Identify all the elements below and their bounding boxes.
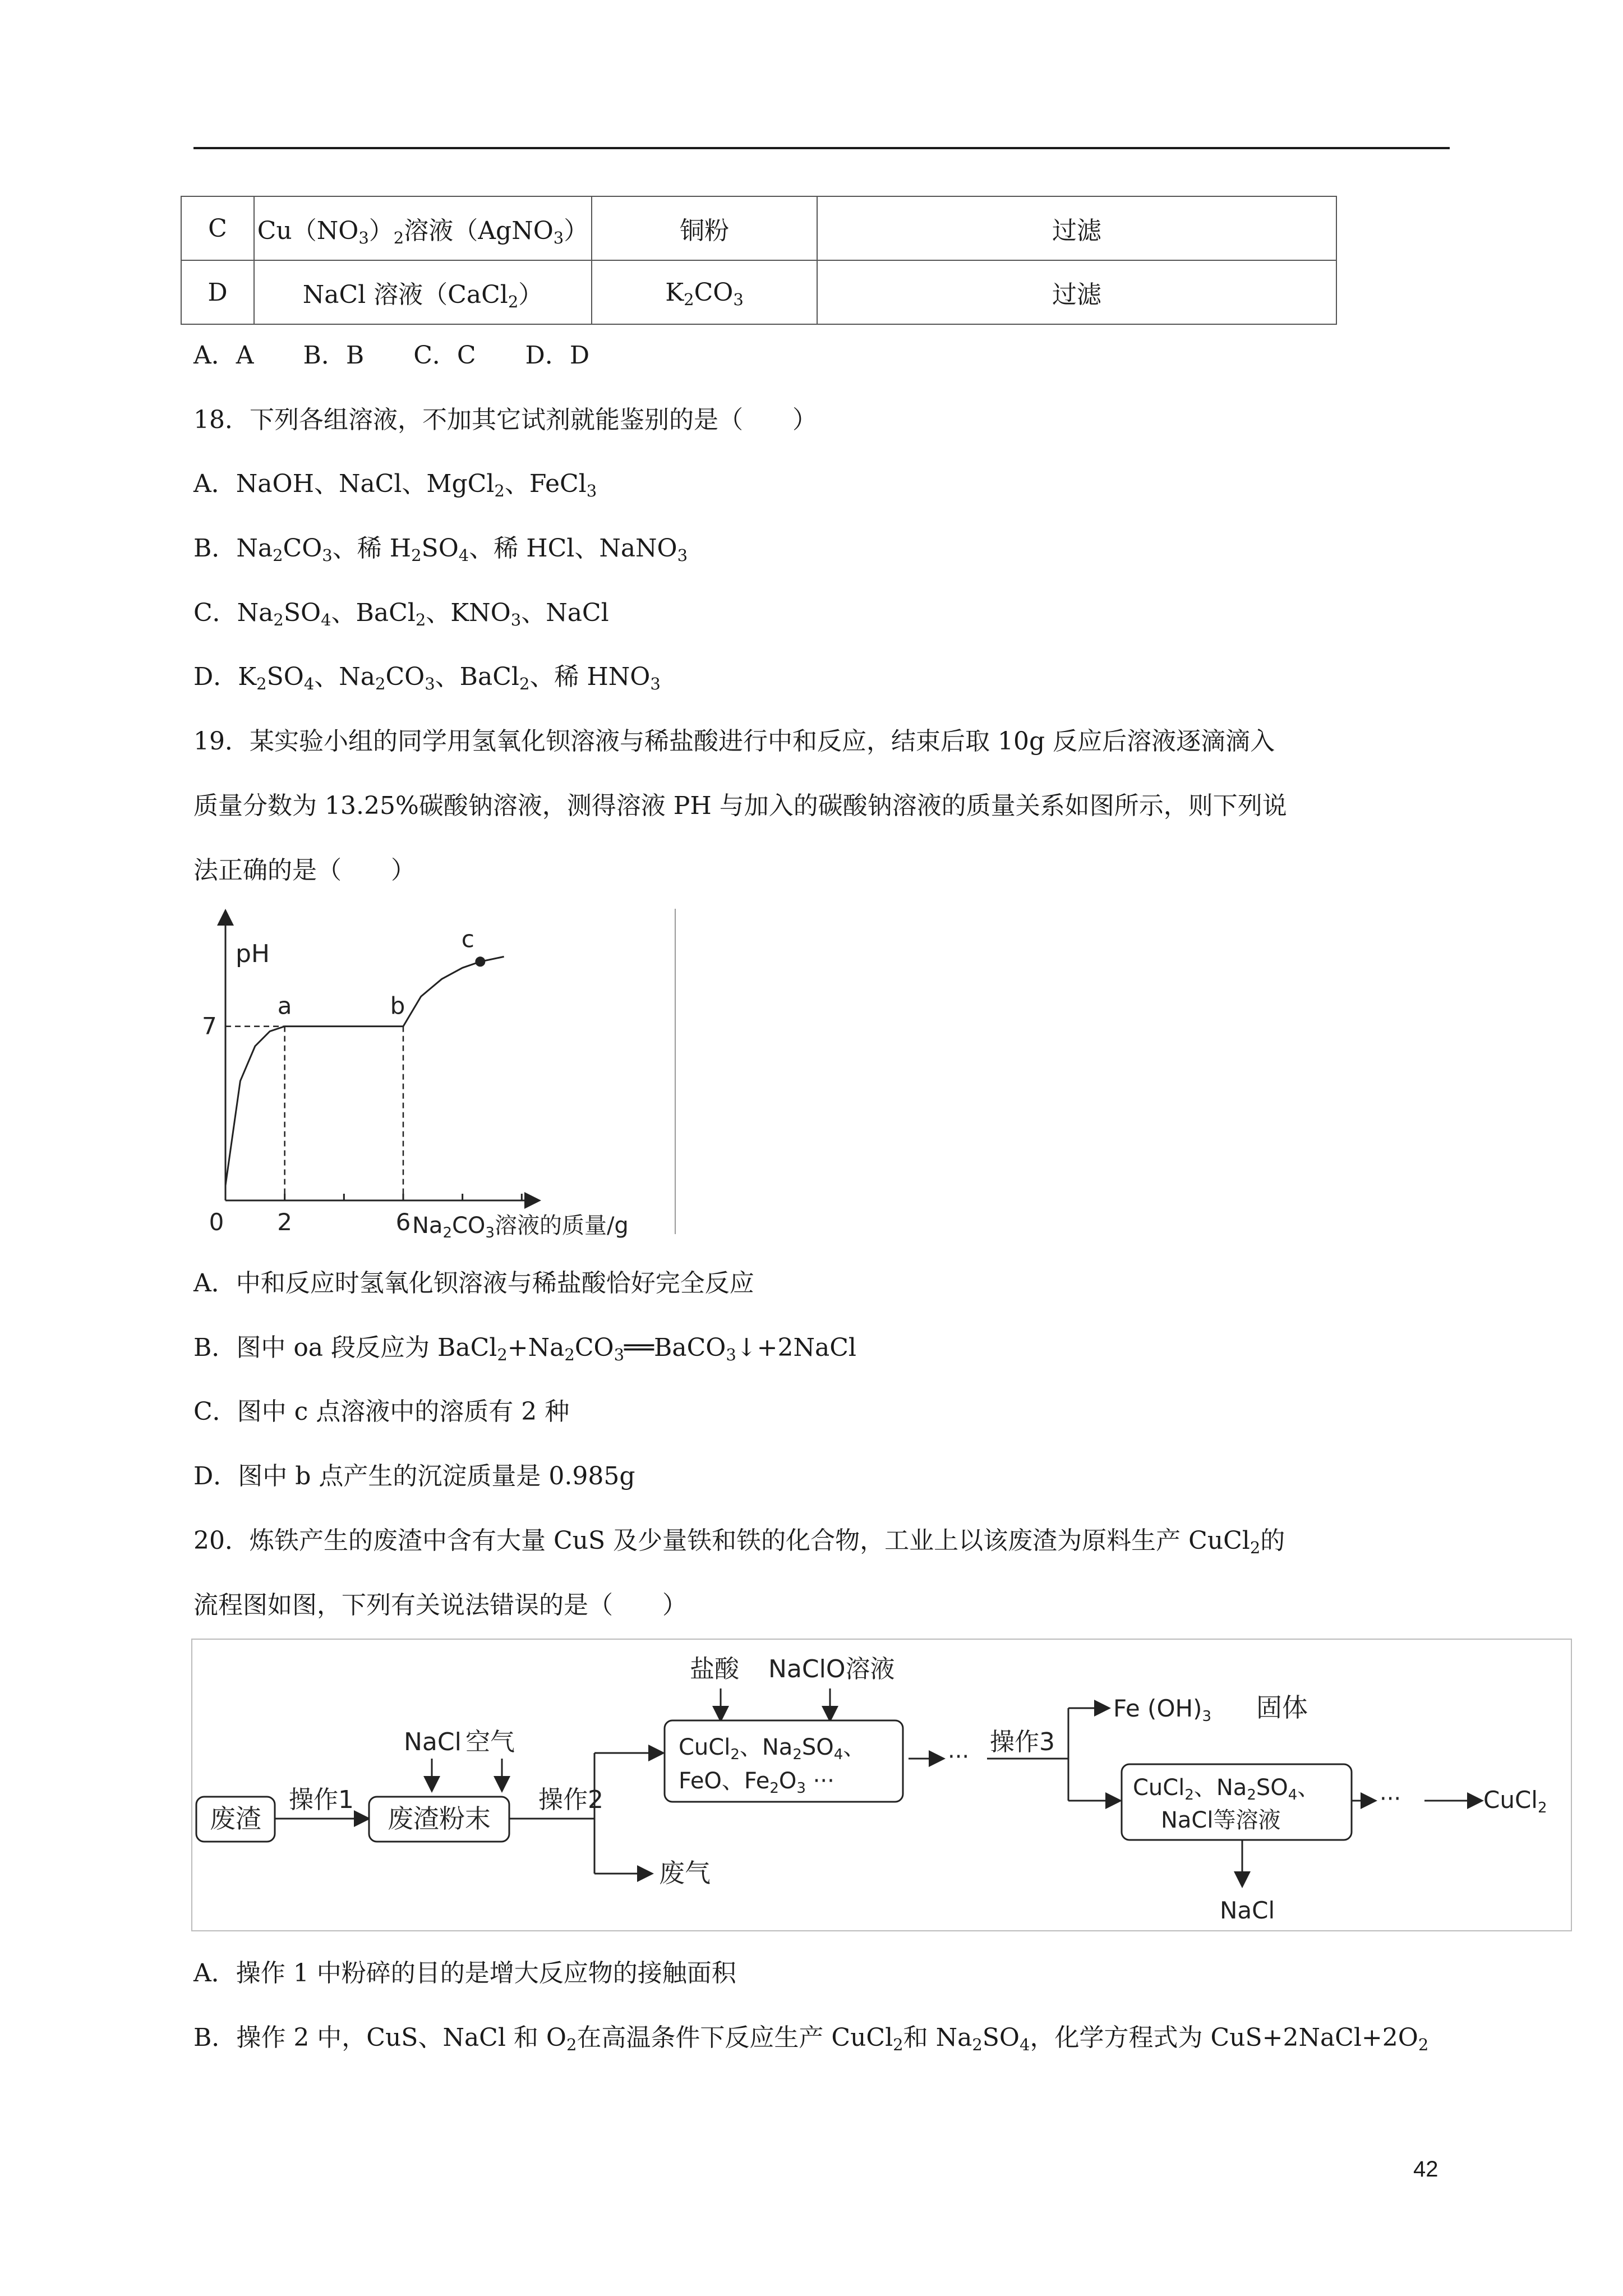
method-cell: 过滤 <box>817 260 1336 324</box>
process-flowchart <box>191 1638 1576 1935</box>
q19-option-b: B．图中 oa 段反应为 $BaCl_2+Na_2CO_3══BaCO_3↓+2NaCl$ <box>193 1333 856 1364</box>
point-c-marker <box>475 956 485 967</box>
table-row <box>181 260 1336 324</box>
q18-stem: 18．下列各组溶液，不加其它试剂就能鉴别的是（ ） <box>193 406 817 434</box>
solution2-line2: NaCl等溶液 <box>1161 1807 1281 1833</box>
op3-label: 操作3 <box>990 1728 1055 1756</box>
nacl-input-label: NaCl <box>404 1728 462 1756</box>
mixture-cell: $Cu(NO_3)_2$溶液（AgNO$_3$） <box>254 196 592 260</box>
q20-option-a: A．操作 1 中粉碎的目的是增大反应物的接触面积 <box>193 1959 736 1987</box>
q19-option-d: D．图中 b 点产生的沉淀质量是 0.985g <box>193 1462 635 1490</box>
waste-label: 废渣 <box>210 1803 261 1834</box>
page-number: 42 <box>1413 2157 1438 2182</box>
ellipsis-2: ··· <box>1380 1786 1401 1812</box>
hcl-label: 盐酸 <box>690 1655 739 1683</box>
options-table <box>181 196 1337 325</box>
q19-stem-line2: 质量分数为 13.25%碳酸钠溶液，测得溶液 PH 与加入的碳酸钠溶液的质量关系如图所示，则下列说 <box>193 792 1287 820</box>
method-cell: 过滤 <box>817 196 1336 260</box>
q17-options: A．A B．B C．C D．D <box>193 341 590 370</box>
y-axis-label: pH <box>236 940 270 968</box>
nacl-output-label: NaCl <box>1220 1897 1275 1924</box>
x-tick-2: 2 <box>277 1208 293 1236</box>
q18-option-c: C．$Na_2SO_4$、BaCl$_2$、$KNO_3$、NaCl <box>193 599 609 629</box>
reagent-cell: 铜粉 <box>592 196 817 260</box>
gas-label: 废气 <box>659 1858 711 1888</box>
ellipsis-1: ··· <box>948 1744 970 1770</box>
solution2-line1: CuCl$_2$、$Na_2SO_4$、 <box>1133 1775 1320 1803</box>
powder-label: 废渣粉末 <box>388 1803 491 1834</box>
row-label: C <box>181 196 254 260</box>
mixture-cell: NaCl 溶液（CaCl$_2$） <box>254 260 592 324</box>
table-row <box>181 196 1336 260</box>
x-tick-0: 0 <box>209 1208 224 1236</box>
op1-label: 操作1 <box>289 1786 354 1814</box>
point-label-c: c <box>461 925 474 953</box>
q19-stem-line3: 法正确的是（ ） <box>193 856 416 885</box>
q19-option-a: A．中和反应时氢氧化钡溶液与稀盐酸恰好完全反应 <box>193 1269 754 1297</box>
air-input-label: 空气 <box>465 1728 515 1756</box>
op2-label: 操作2 <box>538 1786 603 1814</box>
solid-label: 固体 <box>1256 1692 1308 1723</box>
point-label-a: a <box>277 992 292 1020</box>
solution1-line1: CuCl$_2$、$Na_2SO_4$、 <box>679 1734 866 1763</box>
point-label-b: b <box>390 992 405 1020</box>
solution1-line2: FeO、$Fe_2O_3$ ··· <box>679 1768 834 1797</box>
row-label: D <box>181 260 254 324</box>
q19-option-c: C．图中 c 点溶液中的溶质有 2 种 <box>193 1397 570 1426</box>
x-axis-label: $Na_2CO_3$溶液的质量/g <box>412 1213 629 1240</box>
naclo-label: NaClO溶液 <box>768 1655 895 1683</box>
q20-stem-line1: 20．炼铁产生的废渣中含有大量 CuS 及少量铁和铁的化合物，工业上以该废渣为原料生产 CuCl$_2$的 <box>193 1526 1285 1557</box>
reagent-cell: $K_2CO_3$ <box>592 260 817 324</box>
cucl2-product-label: CuCl2 <box>1483 1786 1547 1816</box>
q18-option-b: B．$Na_2CO_3$、稀 $H_2SO_4$、稀 HCl、NaNO$_3$ <box>193 534 688 565</box>
q19-stem-line1: 19．某实验小组的同学用氢氧化钡溶液与稀盐酸进行中和反应，结束后取 10g 反应后溶液逐滴滴入 <box>193 727 1275 756</box>
q20-stem-line2: 流程图如图，下列有关说法错误的是（ ） <box>193 1591 687 1619</box>
q18-option-d: D．$K_2SO_4$、$Na_2CO_3$、BaCl$_2$、稀 $HNO_3$ <box>193 662 661 693</box>
ph-chart <box>191 903 684 1240</box>
ph-curve <box>225 956 504 1185</box>
q20-option-b: B．操作 2 中，CuS、NaCl 和 $O_2$在高温条件下反应生产 CuCl$_2$和 $Na_2SO_4$，化学方程式为 $CuS+2NaCl+2O_2$ <box>193 2023 1429 2054</box>
q18-option-a: A．NaOH、NaCl、MgCl$_2$、FeCl$_3$ <box>193 470 597 500</box>
y-tick-7: 7 <box>202 1012 217 1040</box>
header-rule <box>193 147 1450 149</box>
x-tick-6: 6 <box>395 1208 411 1236</box>
feoh-label: Fe (OH)3 <box>1113 1695 1212 1725</box>
